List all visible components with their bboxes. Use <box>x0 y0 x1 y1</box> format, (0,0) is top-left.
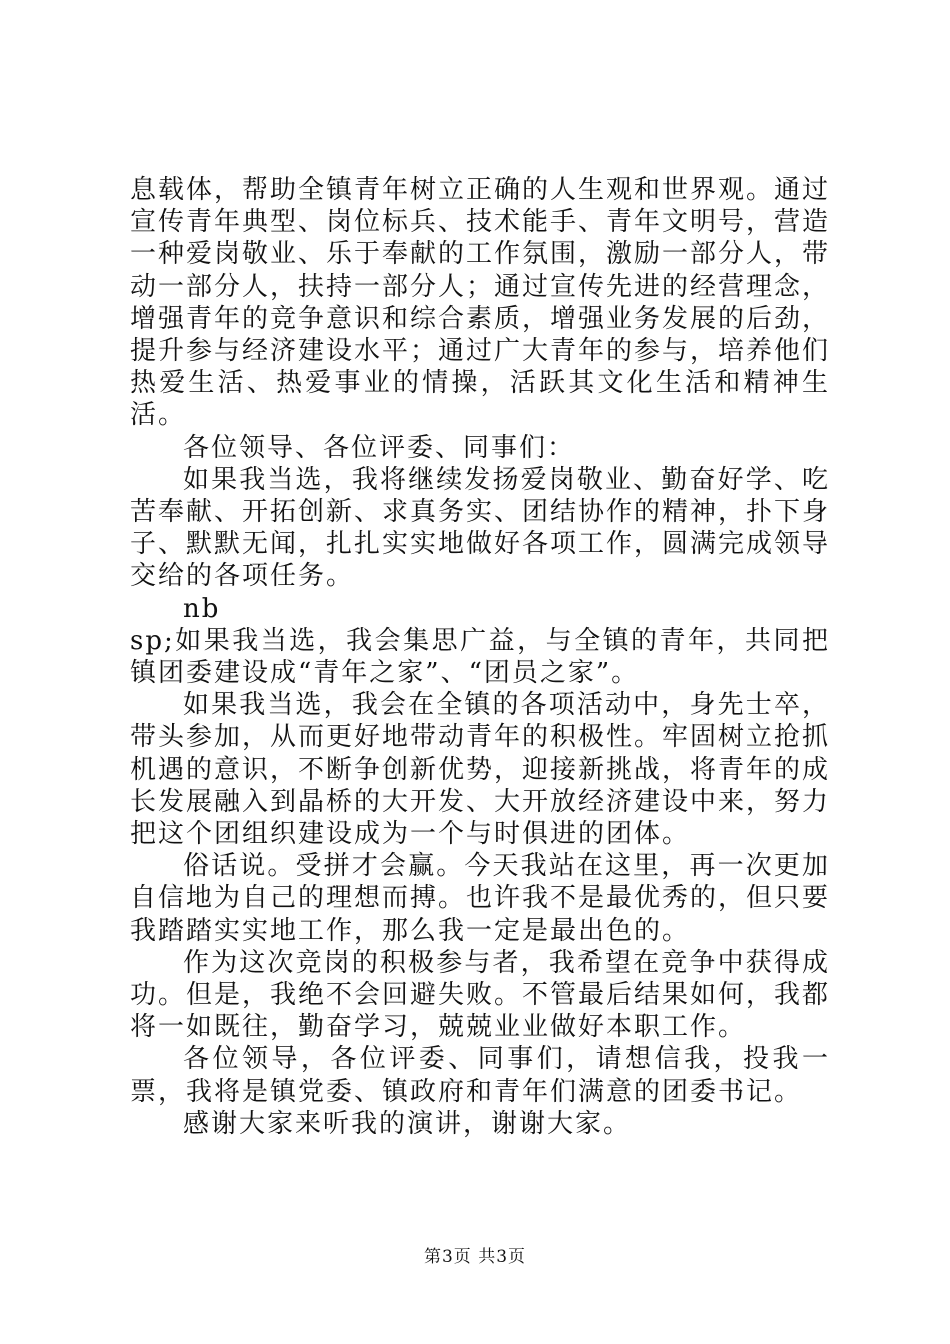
paragraph-thanks: 感谢大家来听我的演讲，谢谢大家。 <box>183 1108 632 1139</box>
paragraph-participation: 作为这次竞岗的积极参与者，我希望在竞争中获得成功。但是，我绝不会回避失败。不管最后结果如何，我都将一如既往，勤奋学习，兢兢业业做好本职工作。 <box>130 947 831 1043</box>
paragraph-continuation: 息载体，帮助全镇青年树立正确的人生观和世界观。通过宣传青年典型、岗位标兵、技术能手、青年文明号，营造一种爱岗敬业、乐于奉献的工作氛围，激励一部分人，带动一部分人，扶持一部分人；通过宣传先进的经营理念，增强青年的竞争意识和综合素质，增强业务发展的后劲，提升参与经济建设水平；通过广大青年的参与，培养他们热爱生活、热爱事业的情操，活跃其文化生活和精神生活。 <box>130 175 831 431</box>
paragraph-fragment: nb <box>183 593 221 624</box>
paragraph-confidence: 俗话说。受拼才会赢。今天我站在这里，再一次更加自信地为自己的理想而搏。也许我不是最优秀的，但只要我踏踏实实地工作，那么我一定是最出色的。 <box>130 851 831 946</box>
page-number-footer: 第3页 共3页 <box>423 1247 527 1267</box>
paragraph-salutation: 各位领导、各位评委、同事们： <box>183 432 576 463</box>
paragraph-pledge: 如果我当选，我将继续发扬爱岗敬业、勤奋好学、吃苦奉献、开拓创新、求真务实、团结协作的精神，扑下身子、默默无闻，扎扎实实地做好各项工作，圆满完成领导交给的各项任务。 <box>130 464 831 592</box>
paragraph-activities: 如果我当选，我会在全镇的各项活动中，身先士卒，带头参加，从而更好地带动青年的积极性。牢固树立抢抓机遇的意识，不断争创新优势，迎接新挑战，将青年的成长发展融入到晶桥的大开发、大开放经济建设中来，努力把这个团组织建设成为一个与时俱进的团体。 <box>130 690 831 850</box>
paragraph-vote-request: 各位领导，各位评委、同事们，请想信我，投我一票，我将是镇党委、镇政府和青年们满意的团委书记。 <box>130 1044 830 1107</box>
document-body <box>130 174 830 1140</box>
paragraph-youth-home: sp;如果我当选，我会集思广益，与全镇的青年，共同把镇团委建设成“青年之家”、“团员之家”。 <box>130 625 830 689</box>
